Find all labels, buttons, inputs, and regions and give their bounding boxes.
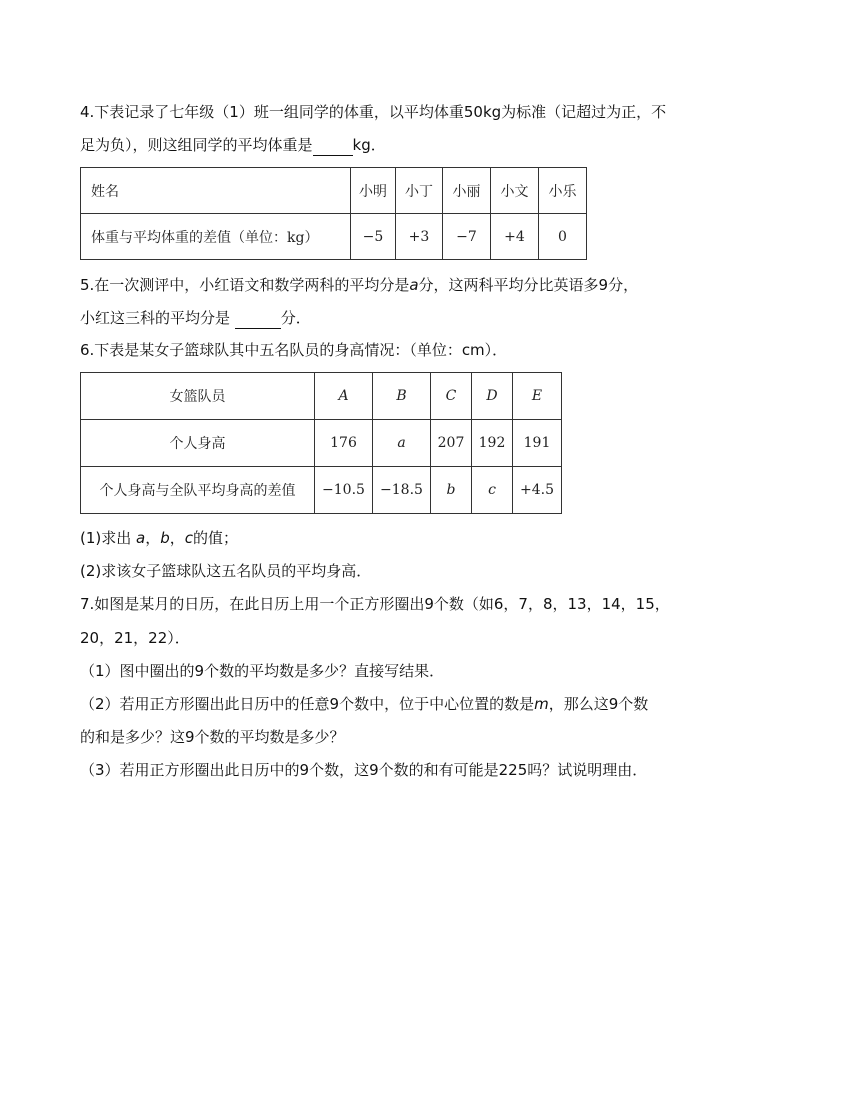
table-cell: 体重与平均体重的差值（单位：kg） (81, 214, 351, 260)
q5-var-a: a (409, 276, 419, 294)
table-header-cell: A (315, 373, 373, 420)
q6-sub1-text: (1)求出 (80, 529, 132, 547)
q7-line2: 20，21，22）． (80, 629, 190, 647)
q5-line1-rest: 分，这两科平均分比英语多9分， (418, 276, 639, 294)
table-cell: 个人身高 (81, 420, 315, 467)
q5-answer-blank (235, 308, 281, 329)
table-cell: +4.5 (513, 467, 562, 514)
q5-line2 (80, 308, 311, 329)
q4-line2-unit: kg． (352, 136, 386, 154)
q7-sub2-rest: ，那么这9个数 (548, 695, 649, 713)
table-header-cell: 小乐 (539, 168, 587, 214)
q5-line1-text: 5.在一次测评中，小红语文和数学两科的平均分是 (80, 276, 410, 294)
table-cell: 176 (315, 420, 373, 467)
table-cell: b (431, 467, 472, 514)
table-row (81, 214, 587, 260)
q5-line1 (80, 275, 638, 295)
q5-line2-text: 小红这三科的平均分是 (80, 309, 231, 327)
table-row (81, 467, 562, 514)
q4-answer-blank (313, 135, 353, 156)
q6-var-a: a (136, 529, 146, 547)
table-header-cell: B (373, 373, 431, 420)
table-cell: −10.5 (315, 467, 373, 514)
q6-sep: ， (145, 529, 161, 547)
table-row (81, 168, 587, 214)
table-header-cell: D (472, 373, 513, 420)
table-header-cell: 姓名 (81, 168, 351, 214)
table-cell: 192 (472, 420, 513, 467)
q6-sub2: (2)求该女子篮球队这五名队员的平均身高． (80, 562, 372, 580)
table-header-cell: E (513, 373, 562, 420)
table-cell: c (472, 467, 513, 514)
q6-var-c: c (184, 529, 194, 547)
q7-sub3: （3）若用正方形圈出此日历中的9个数，这9个数的和有可能是225吗？试说明理由． (80, 761, 648, 779)
table-header-cell: 女篮队员 (81, 373, 315, 420)
q4-line2-text: 足为负），则这组同学的平均体重是 (80, 136, 313, 154)
q5-line2-unit: 分． (280, 309, 311, 327)
q7-line1: 7.如图是某月的日历，在此日历上用一个正方形圈出9个数（如6，7，8，13，14，15， (80, 595, 670, 613)
q6-sub1 (80, 528, 238, 548)
q7-var-m: m (534, 695, 549, 713)
q7-sub2-line1 (80, 694, 648, 714)
q4-line1: 4.下表记录了七年级（1）班一组同学的体重，以平均体重50kg为标准（记超过为正，不 (80, 103, 667, 121)
table-cell: +4 (491, 214, 539, 260)
q6-sep: ， (169, 529, 185, 547)
weight-table (80, 167, 587, 260)
table-header-cell: C (431, 373, 472, 420)
table-header-cell: 小丽 (443, 168, 491, 214)
height-table (80, 372, 562, 514)
table-header-cell: 小明 (351, 168, 396, 214)
table-cell: 207 (431, 420, 472, 467)
table-cell: 0 (539, 214, 587, 260)
q6-sub1-end: 的值； (193, 529, 239, 547)
table-row (81, 420, 562, 467)
table-header-cell: 小丁 (396, 168, 443, 214)
q6-var-b: b (160, 529, 170, 547)
table-cell: −7 (443, 214, 491, 260)
table-cell: +3 (396, 214, 443, 260)
q7-sub2-line2: 的和是多少？这9个数的平均数是多少？ (80, 728, 345, 746)
q4-line2 (80, 135, 386, 156)
table-row (81, 373, 562, 420)
table-header-cell: 小文 (491, 168, 539, 214)
q7-sub2-text: （2）若用正方形圈出此日历中的任意9个数中，位于中心位置的数是 (80, 695, 535, 713)
table-cell: −5 (351, 214, 396, 260)
table-cell: 191 (513, 420, 562, 467)
q6-title: 6.下表是某女子篮球队其中五名队员的身高情况：（单位：cm）． (80, 341, 508, 359)
table-cell: 个人身高与全队平均身高的差值 (81, 467, 315, 514)
table-cell: a (373, 420, 431, 467)
table-cell: −18.5 (373, 467, 431, 514)
q7-sub1: （1）图中圈出的9个数的平均数是多少？直接写结果． (80, 662, 445, 680)
